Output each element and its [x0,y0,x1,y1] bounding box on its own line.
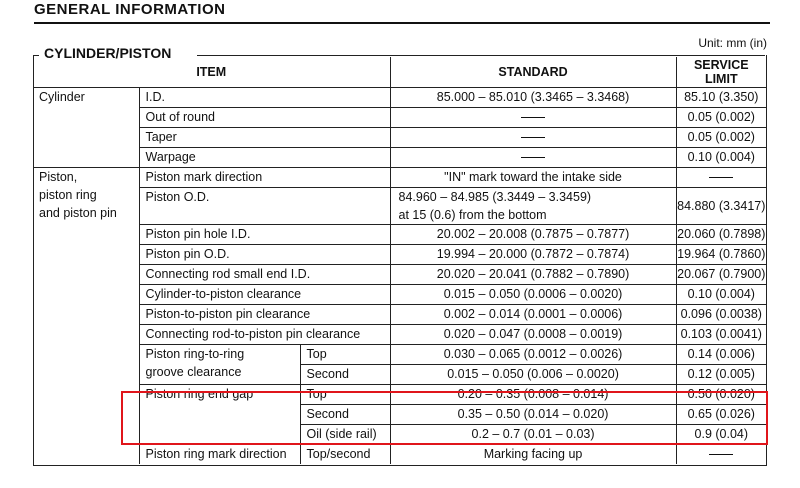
row-item: Piston mark direction [139,168,390,188]
table-row [33,88,766,108]
group-piston-line: and piston pin [39,206,117,220]
row-standard: 0.2 – 0.7 (0.01 – 0.03) [390,425,676,445]
row-limit: 84.880 (3.3417) [676,188,766,225]
unit-note: Unit: mm (in) [698,36,767,50]
row-item: Warpage [139,148,390,168]
row-item: Connecting rod-to-piston pin clearance [139,325,390,345]
row-item: Taper [139,128,390,148]
row-item: I.D. [139,88,390,108]
row-item-end-gap: Piston ring end gap [139,385,300,445]
page-header-title: GENERAL INFORMATION [34,1,226,18]
table-row [33,128,766,148]
table-row [33,325,766,345]
group-piston-line: piston ring [39,188,97,202]
table-row [33,445,766,465]
row-standard [390,128,676,148]
row-standard: "IN" mark toward the intake side [390,168,676,188]
row-item: Piston ring mark direction [139,445,300,465]
section-title: CYLINDER/PISTON [41,45,174,61]
header-standard: STANDARD [390,57,676,88]
row-limit: 20.067 (0.7900) [676,265,766,285]
group-cylinder: Cylinder [33,88,139,168]
row-sub-item: Second [300,405,390,425]
table-row [33,148,766,168]
row-item-ring-groove [139,345,300,385]
row-item: Piston pin hole I.D. [139,225,390,245]
dash-icon [709,177,733,178]
header-item: ITEM [33,57,390,88]
dash-icon [521,157,545,158]
row-standard: 0.20 – 0.35 (0.008 – 0.014) [390,385,676,405]
table-row [33,168,766,188]
table-row [33,345,766,365]
row-limit: 0.103 (0.0041) [676,325,766,345]
row-standard-line: 84.960 – 84.985 (3.3449 – 3.3459) [398,190,592,204]
row-item: Connecting rod small end I.D. [139,265,390,285]
table-row [33,225,766,245]
table-row [33,285,766,305]
row-standard: 19.994 – 20.000 (0.7872 – 0.7874) [390,245,676,265]
row-limit: 85.10 (3.350) [676,88,766,108]
row-sub-item: Oil (side rail) [300,425,390,445]
row-sub-item: Second [300,365,390,385]
section-frame-top-left [33,55,39,56]
row-limit: 0.14 (0.006) [676,345,766,365]
row-limit [676,445,766,465]
row-standard [390,188,676,225]
row-item: Cylinder-to-piston clearance [139,285,390,305]
table-header-row [33,57,766,88]
table-row [33,245,766,265]
group-piston [33,168,139,465]
dash-icon [521,137,545,138]
row-standard: 20.020 – 20.041 (0.7882 – 0.7890) [390,265,676,285]
row-standard: 85.000 – 85.010 (3.3465 – 3.3468) [390,88,676,108]
table-row [33,188,766,225]
dash-icon [521,117,545,118]
row-item: Piston pin O.D. [139,245,390,265]
row-item: Piston O.D. [139,188,390,225]
row-standard: 0.020 – 0.047 (0.0008 – 0.0019) [390,325,676,345]
table-row [33,305,766,325]
row-standard-line: at 15 (0.6) from the bottom [398,208,547,222]
row-standard [390,108,676,128]
row-standard: 0.030 – 0.065 (0.0012 – 0.0026) [390,345,676,365]
row-limit: 0.50 (0.020) [676,385,766,405]
row-limit: 0.096 (0.0038) [676,305,766,325]
row-limit: 20.060 (0.7898) [676,225,766,245]
row-item: Piston-to-piston pin clearance [139,305,390,325]
spec-table [33,57,766,464]
row-standard: 0.35 – 0.50 (0.014 – 0.020) [390,405,676,425]
row-limit: 0.10 (0.004) [676,148,766,168]
dash-icon [709,454,733,455]
row-standard: 0.002 – 0.014 (0.0001 – 0.0006) [390,305,676,325]
row-standard [390,148,676,168]
row-standard: 0.015 – 0.050 (0.006 – 0.0020) [390,365,676,385]
table-row [33,385,766,405]
row-standard: 0.015 – 0.050 (0.0006 – 0.0020) [390,285,676,305]
header-divider [34,22,770,24]
table-row [33,108,766,128]
table-row [33,265,766,285]
row-limit: 0.65 (0.026) [676,405,766,425]
header-service-limit: SERVICE LIMIT [676,57,766,88]
row-item-line: Piston ring-to-ring [145,347,245,361]
row-limit: 0.10 (0.004) [676,285,766,305]
row-sub-item: Top [300,345,390,365]
row-limit: 19.964 (0.7860) [676,245,766,265]
row-sub-item: Top [300,385,390,405]
row-limit: 0.9 (0.04) [676,425,766,445]
row-item: Out of round [139,108,390,128]
row-standard: Marking facing up [390,445,676,465]
row-standard: 20.002 – 20.008 (0.7875 – 0.7877) [390,225,676,245]
row-limit: 0.12 (0.005) [676,365,766,385]
row-limit: 0.05 (0.002) [676,128,766,148]
row-limit: 0.05 (0.002) [676,108,766,128]
section-frame-top-right [197,55,765,56]
group-piston-line: Piston, [39,170,78,184]
row-sub-item: Top/second [300,445,390,465]
row-item-line: groove clearance [145,365,242,379]
row-limit [676,168,766,188]
